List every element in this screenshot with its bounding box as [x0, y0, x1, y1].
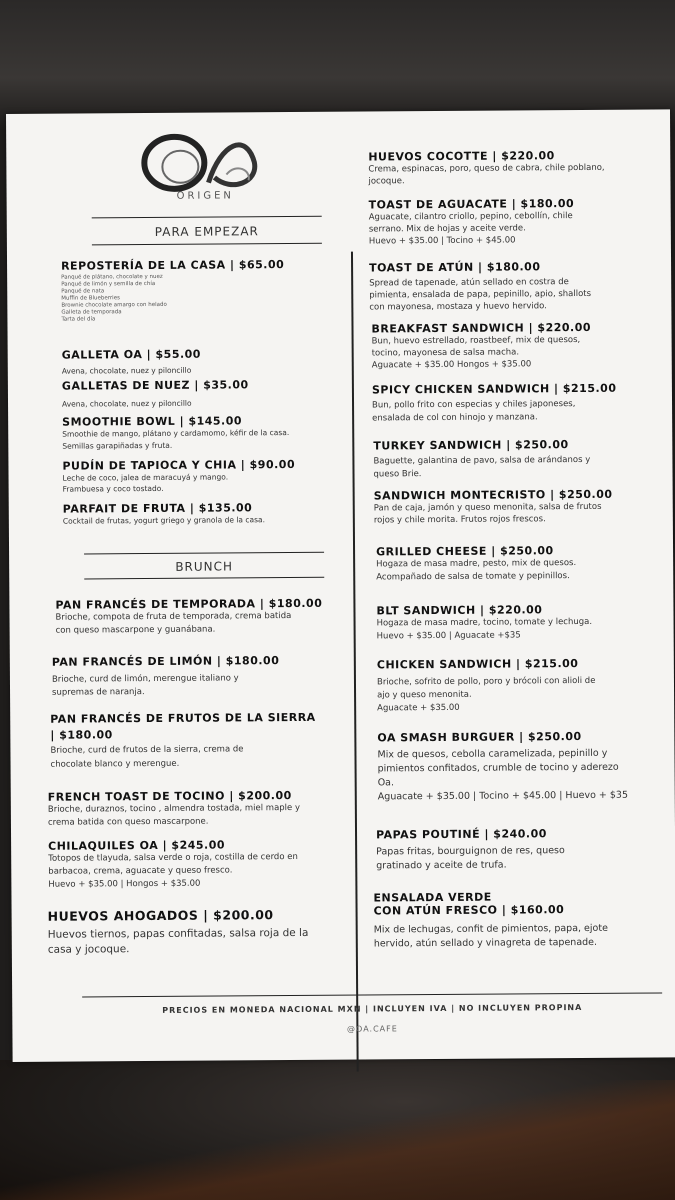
item-desc: Baguette, galantina de pavo, salsa de arándanos y queso Brie.	[373, 454, 591, 480]
price-note: PRECIOS EN MONEDA NACIONAL MXN | INCLUYEN IVA | NO INCLUYEN PROPINA	[162, 1002, 583, 1015]
menu-item	[376, 543, 675, 584]
item-title: SMOOTHIE BOWL | $145.00	[62, 414, 243, 429]
menu-item	[377, 729, 675, 804]
item-desc: Crema, espinacas, poro, queso de cabra, chile poblano, jocoque.	[368, 162, 605, 187]
menu-item	[369, 196, 669, 247]
section-title-brunch: BRUNCH	[175, 559, 234, 574]
menu-item	[373, 889, 673, 951]
item-title: PARFAIT DE FRUTA | $135.00	[62, 501, 253, 516]
menu-item	[62, 347, 332, 378]
menu-item	[371, 320, 671, 371]
item-title: GALLETAS DE NUEZ | $35.00	[61, 378, 249, 393]
menu-item	[50, 710, 345, 772]
menu-item	[368, 148, 668, 187]
item-title: TOAST DE AGUACATE | $180.00	[368, 197, 575, 212]
item-desc: Papas fritas, bourguignon de res, queso gratinado y aceite de trufa.	[376, 845, 565, 872]
item-desc: Spread de tapenade, atún sellado en costra de pimienta, ensalada de papa, pepinillo, apio, shallots con mayonesa, mostaza y huevo hervido.	[369, 277, 592, 313]
menu-item	[62, 378, 332, 411]
item-desc: Smoothie de mango, plátano y cardamomo, kéfir de la casa. Semillas garapiñadas y fruta.	[62, 428, 290, 451]
menu-item	[52, 654, 342, 700]
item-desc: Brioche, curd de limón, merengue italiano y supremas de naranja.	[51, 673, 239, 698]
item-title: SANDWICH MONTECRISTO | $250.00	[373, 487, 613, 503]
item-desc: Panqué de plátano, chocolate y nuez Panqué de limón y semilla de chía Panqué de nata Muffin de Blueberries Brownie chocolate amargo con helado Galleta de temporada Tarta del día	[61, 273, 167, 323]
footer-rule	[82, 992, 662, 997]
item-title: TOAST DE ATÚN | $180.00	[369, 260, 541, 275]
origen-logo	[136, 122, 267, 218]
menu-sheet	[6, 109, 675, 1062]
section-rule	[92, 216, 322, 219]
item-desc: Avena, chocolate, nuez y piloncillo	[61, 365, 192, 376]
item-desc: Aguacate, cilantro criollo, pepino, cebollín, chile serrano. Mix de hojas y aceite verde. Huevo + $35.00 | Tocino + $45.00	[368, 211, 573, 247]
menu-item	[63, 501, 343, 528]
item-desc: Brioche, curd de frutos de la sierra, crema de chocolate blanco y merengue.	[50, 744, 244, 770]
item-desc: Mix de lechugas, confit de pimientos, papa, ejote hervido, atún sellado y vinagreta de tapenade.	[373, 922, 608, 950]
item-title: HUEVOS COCOTTE | $220.00	[368, 149, 555, 164]
section-title-para-empezar: PARA EMPEZAR	[154, 224, 259, 239]
brand-name: ORIGEN	[176, 190, 234, 202]
item-desc: Brioche, compota de fruta de temporada, crema batida con queso mascarpone y guanábana.	[55, 611, 292, 636]
item-desc: Brioche, sofrito de pollo, poro y brócoli con alioli de ajo y queso menonita. Aguacate + $35.00	[376, 675, 596, 714]
table-edge	[0, 1080, 675, 1200]
menu-item	[376, 602, 675, 643]
item-desc: Leche de coco, jalea de maracuyá y mango. Frambuesa y coco tostado.	[62, 472, 229, 494]
menu-item	[48, 789, 348, 830]
item-desc: Cocktail de frutas, yogurt griego y granola de la casa.	[62, 515, 266, 526]
item-desc: Pan de caja, jamón y queso menonita, salsa de frutos rojos y chile morita. Frutos rojos frescos.	[373, 501, 602, 526]
social-handle: @OA.CAFE	[346, 1024, 398, 1034]
section-rule	[84, 577, 324, 580]
item-title: GRILLED CHEESE | $250.00	[376, 544, 554, 559]
menu-item	[374, 487, 674, 526]
item-title: PAN FRANCÉS DE LIMÓN | $180.00	[51, 654, 280, 669]
item-title: REPOSTERÍA DE LA CASA | $65.00	[61, 258, 285, 273]
item-title: CHILAQUILES OA | $245.00	[48, 838, 226, 853]
item-desc: Avena, chocolate, nuez y piloncillo	[61, 398, 192, 409]
item-desc: Huevos tiernos, papas confitadas, salsa roja de la casa y jocoque.	[47, 926, 309, 956]
item-title: PAN FRANCÉS DE TEMPORADA | $180.00	[55, 596, 323, 612]
section-rule	[92, 243, 322, 246]
item-title: OA SMASH BURGUER | $250.00	[377, 729, 582, 745]
item-title: GALLETA OA | $55.00	[61, 347, 201, 362]
column-divider	[351, 252, 359, 1072]
item-desc: Bun, pollo frito con especias y chiles japoneses, ensalada de col con hinojo y manzana.	[372, 399, 576, 424]
item-title: FRENCH TOAST DE TOCINO | $200.00	[47, 789, 292, 804]
item-desc: Hogaza de masa madre, tocino, tomate y lechuga. Huevo + $35.00 | Aguacate +$35	[376, 616, 593, 642]
menu-item	[376, 826, 675, 873]
menu-item	[372, 381, 672, 425]
menu-item	[369, 259, 669, 313]
menu-item	[377, 656, 675, 715]
item-title: PAPAS POUTINÉ | $240.00	[375, 827, 547, 842]
menu-item	[61, 258, 331, 324]
item-title: HUEVOS AHOGADOS | $200.00	[47, 907, 274, 924]
item-title: PUDÍN DE TAPIOCA Y CHIA | $90.00	[62, 457, 296, 473]
menu-item	[55, 597, 345, 638]
item-title: ENSALADA VERDE CON ATÚN FRESCO | $160.00	[373, 890, 565, 918]
item-desc: Hogaza de masa madre, pesto, mix de quesos. Acompañado de salsa de tomate y pepinillos.	[376, 558, 577, 583]
item-desc: Brioche, duraznos, tocino , almendra tostada, miel maple y crema batida con queso mascarpone.	[47, 802, 301, 828]
menu-item	[48, 838, 348, 892]
item-desc: Mix de quesos, cebolla caramelizada, pepinillo y pimientos confitados, crumble de tocino y aderezo Oa. Aguacate + $35.00 | Tocino + $45.00 | Huevo + $35	[377, 747, 629, 803]
menu-item	[62, 414, 342, 453]
menu-item	[62, 458, 342, 495]
item-title: BREAKFAST SANDWICH | $220.00	[371, 320, 592, 336]
menu-item	[373, 437, 673, 481]
item-title: PAN FRANCÉS DE FRUTOS DE LA SIERRA | $180.00	[50, 710, 316, 742]
item-desc: Bun, huevo estrellado, roastbeef, mix de quesos, tocino, mayonesa de salsa macha. Aguacate + $35.00 Hongos + $35.00	[371, 334, 581, 371]
menu-item	[48, 907, 348, 958]
item-title: CHICKEN SANDWICH | $215.00	[376, 657, 579, 672]
item-desc: Totopos de tlayuda, salsa verde o roja, costilla de cerdo en barbacoa, crema, aguacate y queso fresco. Huevo + $35.00 | Hongos + $35.00	[48, 851, 298, 890]
item-title: SPICY CHICKEN SANDWICH | $215.00	[371, 381, 617, 397]
item-title: TURKEY SANDWICH | $250.00	[373, 438, 569, 453]
item-title: BLT SANDWICH | $220.00	[376, 603, 543, 618]
section-rule	[84, 552, 324, 555]
